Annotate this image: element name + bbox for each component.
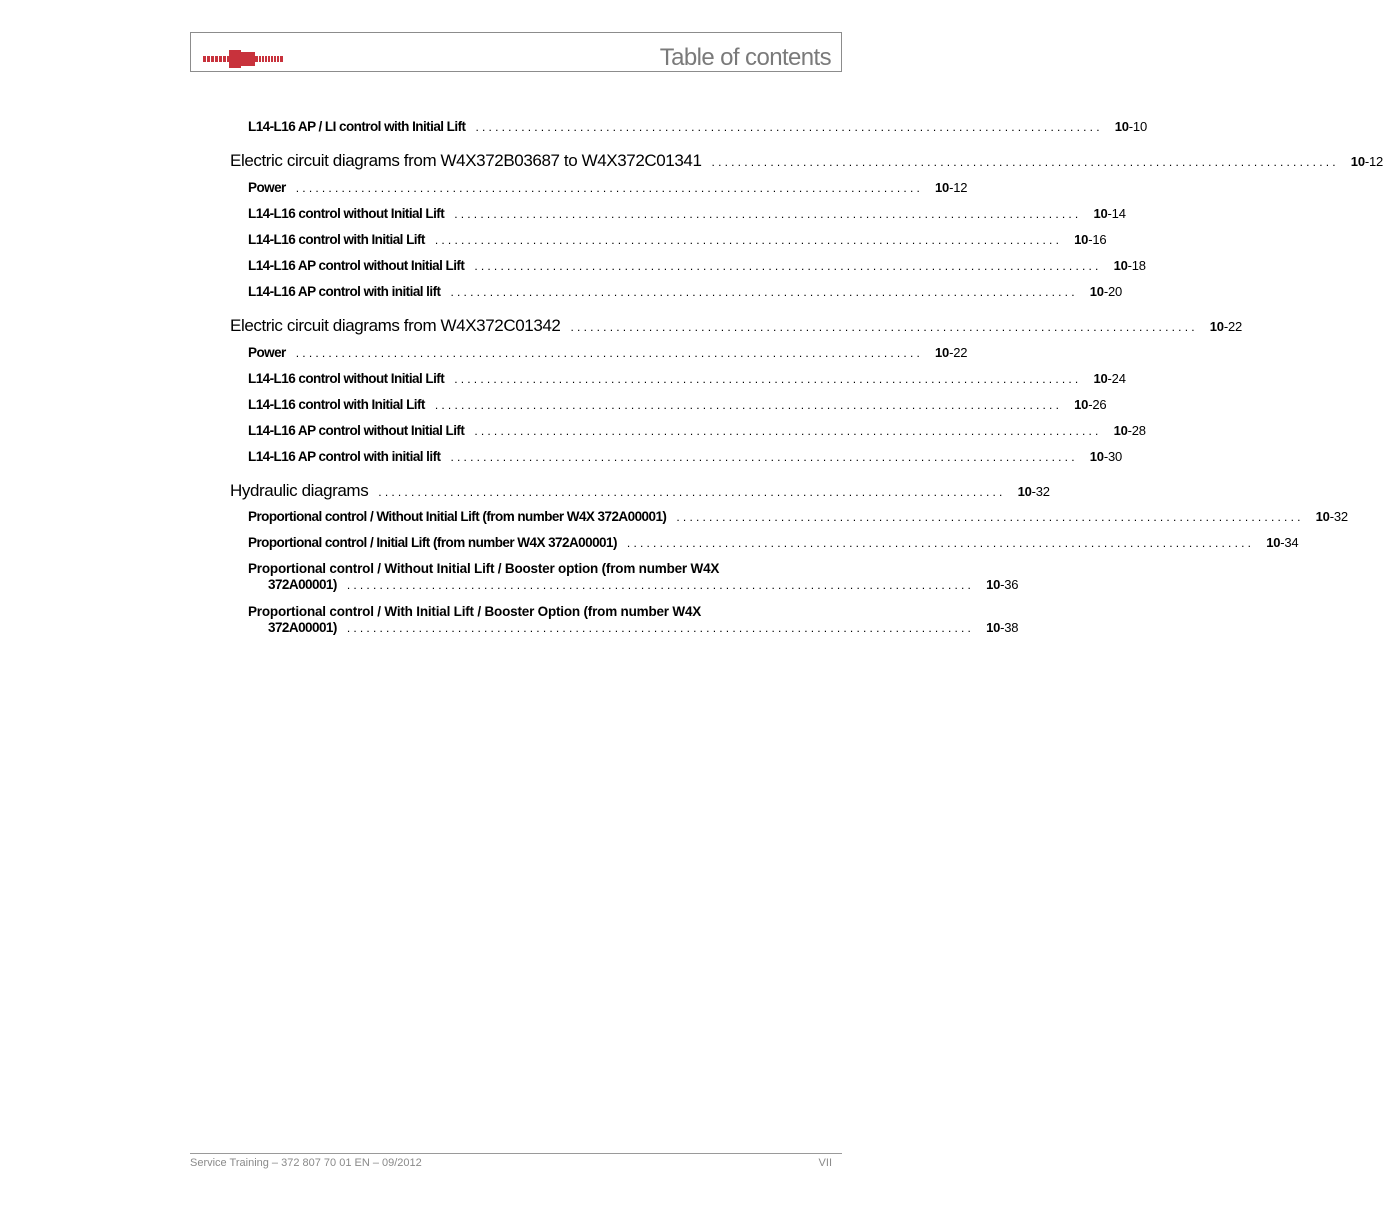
toc-entry[interactable]: [248, 449, 1123, 464]
toc-entry-label: Proportional control / Without Initial Lift (from number W4X 372A00001): [248, 509, 667, 524]
toc-entry[interactable]: [248, 535, 1299, 550]
toc-entry-page: 10-12: [1350, 154, 1383, 169]
toc-entry[interactable]: [248, 119, 1147, 134]
toc-entry-multiline[interactable]: [248, 604, 1019, 635]
toc-entry-page: 10-28: [1113, 423, 1146, 438]
toc-entry-page: 10-24: [1093, 371, 1126, 386]
dot-leader: ................................................................................................: [475, 120, 1103, 134]
dot-leader: ................................................................................................: [474, 259, 1102, 273]
toc-entry-page: 10-18: [1113, 258, 1146, 273]
company-logo: [203, 48, 283, 70]
toc-entry-label: L14-L16 control with Initial Lift: [248, 232, 425, 247]
toc-entry-label: L14-L16 AP control with initial lift: [248, 284, 441, 299]
dot-leader: ................................................................................................: [434, 398, 1063, 412]
toc-entry-page: 10-16: [1074, 232, 1107, 247]
dot-leader: ................................................................................................: [378, 485, 1006, 499]
toc-entry-multiline[interactable]: [248, 561, 1019, 592]
dot-leader: ................................................................................................: [454, 207, 1082, 221]
toc-entry-label-line1: Proportional control / Without Initial Lift / Booster option (from number W4X: [248, 561, 720, 576]
toc-entry[interactable]: [248, 232, 1107, 247]
footer-text: Service Training – 372 807 70 01 EN – 09/2012: [190, 1157, 422, 1169]
dot-leader: ................................................................................................: [346, 621, 975, 635]
dot-leader: ................................................................................................: [346, 578, 975, 592]
toc-section-label: Electric circuit diagrams from W4X372B03687 to W4X372C01341: [230, 151, 702, 170]
dot-leader: ................................................................................................: [450, 450, 1078, 464]
header-box: [190, 32, 842, 72]
toc-entry-label: L14-L16 AP control without Initial Lift: [248, 423, 465, 438]
dot-leader: ................................................................................................: [711, 155, 1339, 169]
toc-entry[interactable]: [248, 258, 1146, 273]
dot-leader: ................................................................................................: [474, 424, 1102, 438]
dot-leader: ................................................................................................: [626, 536, 1255, 550]
toc-entry-page: 10-10: [1114, 119, 1147, 134]
dot-leader: ................................................................................................: [676, 510, 1304, 524]
toc-entry-label: L14-L16 AP / LI control with Initial Lift: [248, 119, 466, 134]
toc-entry-label: L14-L16 AP control without Initial Lift: [248, 258, 465, 273]
toc-entry[interactable]: [248, 180, 968, 195]
toc-entry-line2: [268, 577, 1019, 592]
toc-entry-page: 10-22: [935, 345, 968, 360]
toc-entry-line2: [268, 620, 1019, 635]
toc-entry-label: L14-L16 control with Initial Lift: [248, 397, 425, 412]
toc-entry[interactable]: [248, 509, 1348, 524]
dot-leader: ................................................................................................: [295, 346, 924, 360]
dot-leader: ................................................................................................: [450, 285, 1078, 299]
toc-entry-page: 10-12: [935, 180, 968, 195]
toc-entry-label-line2: 372A00001): [268, 620, 337, 635]
toc-entry-page: 10-26: [1074, 397, 1107, 412]
toc-entry-label: L14-L16 control without Initial Lift: [248, 206, 445, 221]
toc-entry-label: L14-L16 AP control with initial lift: [248, 449, 441, 464]
toc-entry-page: 10-38: [986, 620, 1019, 635]
toc-entry[interactable]: [248, 345, 968, 360]
toc-section[interactable]: [230, 481, 1050, 501]
toc-entry[interactable]: [248, 397, 1107, 412]
footer-page-number: VII: [818, 1157, 832, 1169]
toc-section[interactable]: [230, 316, 1243, 336]
toc-entry-page: 10-32: [1017, 484, 1050, 499]
toc-section-label: Hydraulic diagrams: [230, 481, 369, 500]
toc-entry-page: 10-34: [1266, 535, 1299, 550]
toc-entry[interactable]: [248, 423, 1146, 438]
toc-entry[interactable]: [248, 371, 1126, 386]
page-title: Table of contents: [659, 44, 831, 71]
toc-entry-label: Proportional control / Initial Lift (from number W4X 372A00001): [248, 535, 617, 550]
dot-leader: ................................................................................................: [295, 181, 924, 195]
toc-entry[interactable]: [248, 206, 1126, 221]
toc-entry-page: 10-14: [1093, 206, 1126, 221]
toc-entry-label: Power: [248, 345, 286, 360]
toc-entry-page: 10-22: [1209, 319, 1243, 334]
toc-entry-label: L14-L16 control without Initial Lift: [248, 371, 445, 386]
footer-divider: [190, 1153, 842, 1154]
toc-entry-page: 10-32: [1315, 509, 1348, 524]
dot-leader: ................................................................................................: [454, 372, 1082, 386]
dot-leader: ................................................................................................: [434, 233, 1063, 247]
dot-leader: ................................................................................................: [570, 320, 1198, 334]
toc-entry[interactable]: [248, 284, 1123, 299]
toc-entry-page: 10-20: [1089, 284, 1123, 299]
toc-entry-label-line2: 372A00001): [268, 577, 337, 592]
toc-section-label: Electric circuit diagrams from W4X372C01342: [230, 316, 561, 335]
toc-entry-label: Power: [248, 180, 286, 195]
toc-entry-label-line1: Proportional control / With Initial Lift / Booster Option (from number W4X: [248, 604, 702, 619]
toc-entry-page: 10-36: [986, 577, 1019, 592]
toc-entry-page: 10-30: [1089, 449, 1123, 464]
toc-section[interactable]: [230, 151, 1383, 171]
